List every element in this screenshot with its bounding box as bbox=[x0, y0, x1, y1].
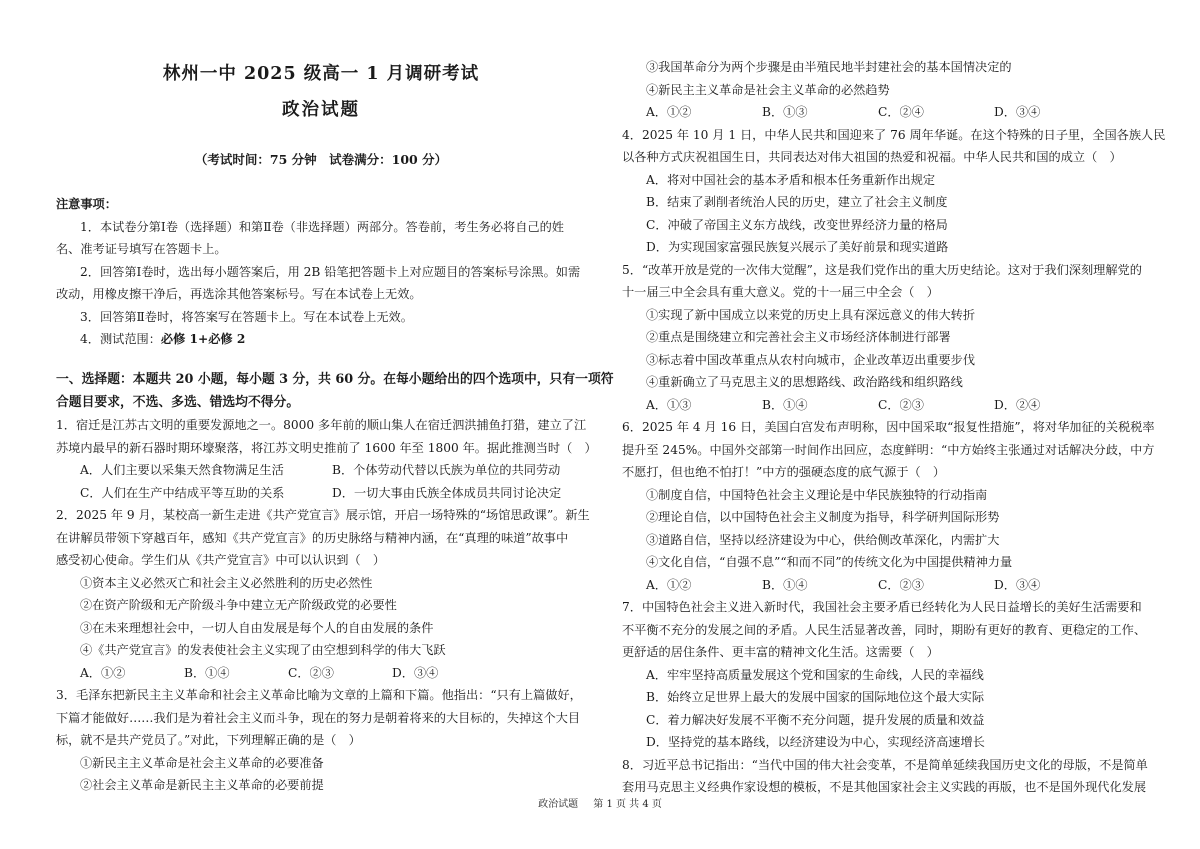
option-row bbox=[56, 459, 584, 482]
notes-block bbox=[56, 193, 584, 351]
question-stem: 苏境内最早的新石器时期环壕聚落，将江苏文明史推前了 1600 年至 1800 年。据此推测当时（ ） bbox=[56, 440, 597, 455]
option-d: D．③④ bbox=[994, 105, 1041, 119]
statement: ①制度自信，中国特色社会主义理论是中华民族独特的行动指南 bbox=[646, 487, 988, 502]
option-a: A．①③ bbox=[646, 397, 692, 412]
option-a: A．①② bbox=[646, 105, 692, 119]
note-line: 1．本试卷分第Ⅰ卷（选择题）和第Ⅱ卷（非选择题）两部分。答卷前，考生务必将自己的姓 bbox=[80, 219, 564, 234]
option-d: D．为实现国家富强民族复兴展示了美好前景和现实道路 bbox=[646, 240, 949, 254]
note-line: 改动，用橡皮擦干净后，再选涂其他答案标号。写在本试卷上无效。 bbox=[56, 287, 422, 301]
option-a: A．将对中国社会的基本矛盾和根本任务重新作出规定 bbox=[646, 172, 936, 187]
question-stem: 3．毛泽东把新民主主义革命和社会主义革命比喻为文章的上篇和下篇。他指出：“只有上篇做好， bbox=[56, 688, 582, 702]
question-1 bbox=[56, 414, 597, 504]
option-row bbox=[622, 101, 1152, 124]
option-b: B．①④ bbox=[762, 577, 808, 592]
note-scope: 4．测试范围：必修 1+必修 2 bbox=[80, 332, 246, 346]
option-row bbox=[622, 574, 1152, 597]
question-8 bbox=[622, 754, 1152, 799]
statement: ①新民主主义革命是社会主义革命的必要准备 bbox=[80, 755, 324, 770]
option-c: C．冲破了帝国主义东方战线，改变世界经济力量的格局 bbox=[646, 217, 948, 232]
question-stem: 提升至 245%。中国外交部第一时间作出回应，态度鲜明：“中方始终主张通过对话解决分歧，中方 bbox=[622, 442, 1155, 457]
option-b: B．①④ bbox=[762, 397, 808, 412]
statement: ①资本主义必然灭亡和社会主义必然胜利的历史必然性 bbox=[80, 575, 373, 590]
option-b: B．始终立足世界上最大的发展中国家的国际地位这个最大实际 bbox=[646, 690, 985, 704]
option-c: C．着力解决好发展不平衡不充分问题，提升发展的质量和效益 bbox=[646, 712, 985, 727]
section-heading: 合题目要求，不选、多选、错选均不得分。 bbox=[56, 394, 300, 410]
option-b: B．①③ bbox=[762, 105, 808, 119]
option-a: A．牢牢坚持高质量发展这个党和国家的生命线，人民的幸福线 bbox=[646, 667, 984, 682]
option-c: C．人们在生产中结成平等互助的关系 bbox=[80, 485, 285, 500]
option-d: D．③④ bbox=[392, 665, 439, 680]
statement: ③在未来理想社会中，一切人自由发展是每个人的自由发展的条件 bbox=[80, 620, 434, 635]
question-5 bbox=[622, 259, 1152, 417]
option-c: C．②③ bbox=[878, 397, 924, 412]
question-stem: 下篇才能做好……我们是为着社会主义而斗争，现在的努力是朝着将来的大目标的，失掉这个大目 bbox=[56, 710, 581, 725]
choice-section bbox=[56, 369, 614, 797]
statement: ④新民主主义革命是社会主义革命的必然趋势 bbox=[646, 82, 890, 97]
option-row bbox=[622, 394, 1152, 417]
statement: ②社会主义革命是新民主主义革命的必要前提 bbox=[80, 778, 324, 792]
exam-info: （考试时间：75 分钟 试卷满分：100 分） bbox=[194, 152, 448, 167]
question-stem: 标，就不是共产党员了。”对此，下列理解正确的是（ ） bbox=[56, 733, 361, 747]
option-a: A．①② bbox=[646, 577, 692, 592]
statement: ④文化自信，“自强不息”“和而不同”的传统文化为中国提供精神力量 bbox=[646, 555, 1013, 569]
question-6 bbox=[622, 416, 1155, 596]
statement: ②在资产阶级和无产阶级斗争中建立无产阶级政党的必要性 bbox=[80, 598, 397, 612]
option-a: A．①② bbox=[80, 665, 126, 680]
question-stem: 2．2025 年 9 月，某校高一新生走进《共产党宣言》展示馆，开启一场特殊的“场馆思政课”。新生 bbox=[56, 508, 590, 522]
statement: ①实现了新中国成立以来党的历史上具有深远意义的伟大转折 bbox=[646, 307, 976, 322]
question-stem: 4．2025 年 10 月 1 日，中华人民共和国迎来了 76 周年华诞。在这个特殊的日子里，全国各族人民 bbox=[622, 127, 1166, 142]
option-c: C．②④ bbox=[878, 105, 924, 119]
question-stem: 不平衡不充分的发展之间的矛盾。人民生活显著改善，同时，期盼有更好的教育、更稳定的工作、 bbox=[622, 622, 1147, 637]
question-4 bbox=[622, 124, 1166, 259]
question-3 bbox=[56, 684, 584, 797]
question-stem: 8．习近平总书记指出：“当代中国的伟大社会变革，不是简单延续我国历史文化的母版，不是简单 bbox=[622, 757, 1148, 772]
notes-heading: 注意事项： bbox=[56, 197, 117, 211]
statement: ②理论自信，以中国特色社会主义制度为指导，科学研判国际形势 bbox=[646, 510, 1000, 524]
statement: ③道路自信，坚持以经济建设为中心，供给侧改革深化，内需扩大 bbox=[646, 532, 1000, 547]
note-line: 2．回答第Ⅰ卷时，选出每小题答案后，用 2B 铅笔把答题卡上对应题目的答案标号涂黑。如需 bbox=[80, 264, 581, 279]
option-d: D．坚持党的基本路线，以经济建设为中心，实现经济高速增长 bbox=[646, 735, 985, 749]
question-stem: 1．宿迁是江苏古文明的重要发源地之一。8000 多年前的顺山集人在宿迁泗洪捕鱼打猎，建立了江 bbox=[56, 418, 587, 432]
exam-subtitle: 政治试题 bbox=[282, 100, 360, 120]
question-stem: 以各种方式庆祝祖国生日，共同表达对伟大祖国的热爱和祝福。中华人民共和国的成立（ ） bbox=[622, 150, 1122, 164]
option-c: C．②③ bbox=[288, 665, 334, 680]
note-line: 名、准考证号填写在答题卡上。 bbox=[56, 242, 227, 256]
question-stem: 不愿打，但也绝不怕打！”中方的强硬态度的底气源于（ ） bbox=[622, 465, 946, 479]
right-flow bbox=[622, 56, 1166, 799]
question-stem: 6．2025 年 4 月 16 日，美国白宫发布声明称，因中国采取“报复性措施”，将对华加征的关税税率 bbox=[622, 420, 1155, 434]
question-stem: 更舒适的居住条件、更丰富的精神文化生活。这需要（ ） bbox=[622, 645, 939, 659]
section-heading: 一、选择题：本题共 20 小题，每小题 3 分，共 60 分。在每小题给出的四个选项中，只有一项符 bbox=[56, 372, 614, 387]
statement: ③标志着中国改革重点从农村向城市，企业改革迈出重要步伐 bbox=[646, 352, 976, 367]
page-footer bbox=[0, 795, 1200, 810]
option-d: D．一切大事由氏族全体成员共同讨论决定 bbox=[332, 485, 562, 500]
footer-page-number: 第 1 页 共 4 页 bbox=[593, 799, 662, 810]
question-stem: 感受初心使命。学生们从《共产党宣言》中可以认识到（ ） bbox=[56, 553, 386, 567]
footer-subject: 政治试题 bbox=[538, 799, 579, 810]
option-b: B．结束了剥削者统治人民的历史，建立了社会主义制度 bbox=[646, 195, 948, 209]
option-b: B．个体劳动代替以氏族为单位的共同劳动 bbox=[332, 463, 561, 477]
option-b: B．①④ bbox=[184, 665, 230, 680]
question-stem: 5．“改革开放是党的一次伟大觉醒”，这是我们党作出的重大历史结论。这对于我们深刻理解党的 bbox=[622, 262, 1142, 277]
question-stem: 7．中国特色社会主义进入新时代，我国社会主要矛盾已经转化为人民日益增长的美好生活需要和 bbox=[622, 600, 1142, 614]
option-row bbox=[56, 482, 584, 505]
statement: ④《共产党宣言》的发表使社会主义实现了由空想到科学的伟大飞跃 bbox=[80, 643, 446, 657]
note-line: 3．回答第Ⅱ卷时，将答案写在答题卡上。写在本试卷上无效。 bbox=[80, 309, 413, 324]
note-scope-value: 必修 1+必修 2 bbox=[160, 332, 246, 346]
question-2 bbox=[56, 504, 590, 684]
option-c: C．②③ bbox=[878, 577, 924, 592]
exam-title: 林州一中 2025 级高一 1 月调研考试 bbox=[162, 64, 480, 84]
option-d: D．③④ bbox=[994, 577, 1041, 592]
question-7 bbox=[622, 596, 1152, 754]
option-d: D．②④ bbox=[994, 397, 1041, 412]
question-stem: 套用马克思主义经典作家设想的模板，不是其他国家社会主义实践的再版，也不是国外现代化发展 bbox=[622, 780, 1147, 794]
question-stem: 十一届三中全会具有重大意义。党的十一届三中全会（ ） bbox=[622, 285, 939, 299]
option-a: A．人们主要以采集天然食物满足生活 bbox=[80, 463, 284, 477]
statement: ③我国革命分为两个步骤是由半殖民地半封建社会的基本国情决定的 bbox=[646, 60, 1012, 74]
statement: ④重新确立了马克思主义的思想路线、政治路线和组织路线 bbox=[646, 375, 963, 389]
statement: ②重点是围绕建立和完善社会主义市场经济体制进行部署 bbox=[646, 330, 951, 344]
question-stem: 在讲解员带领下穿越百年，感知《共产党宣言》的历史脉络与精神内涵，在“真理的味道”故事中 bbox=[56, 530, 569, 545]
option-row bbox=[56, 662, 584, 685]
